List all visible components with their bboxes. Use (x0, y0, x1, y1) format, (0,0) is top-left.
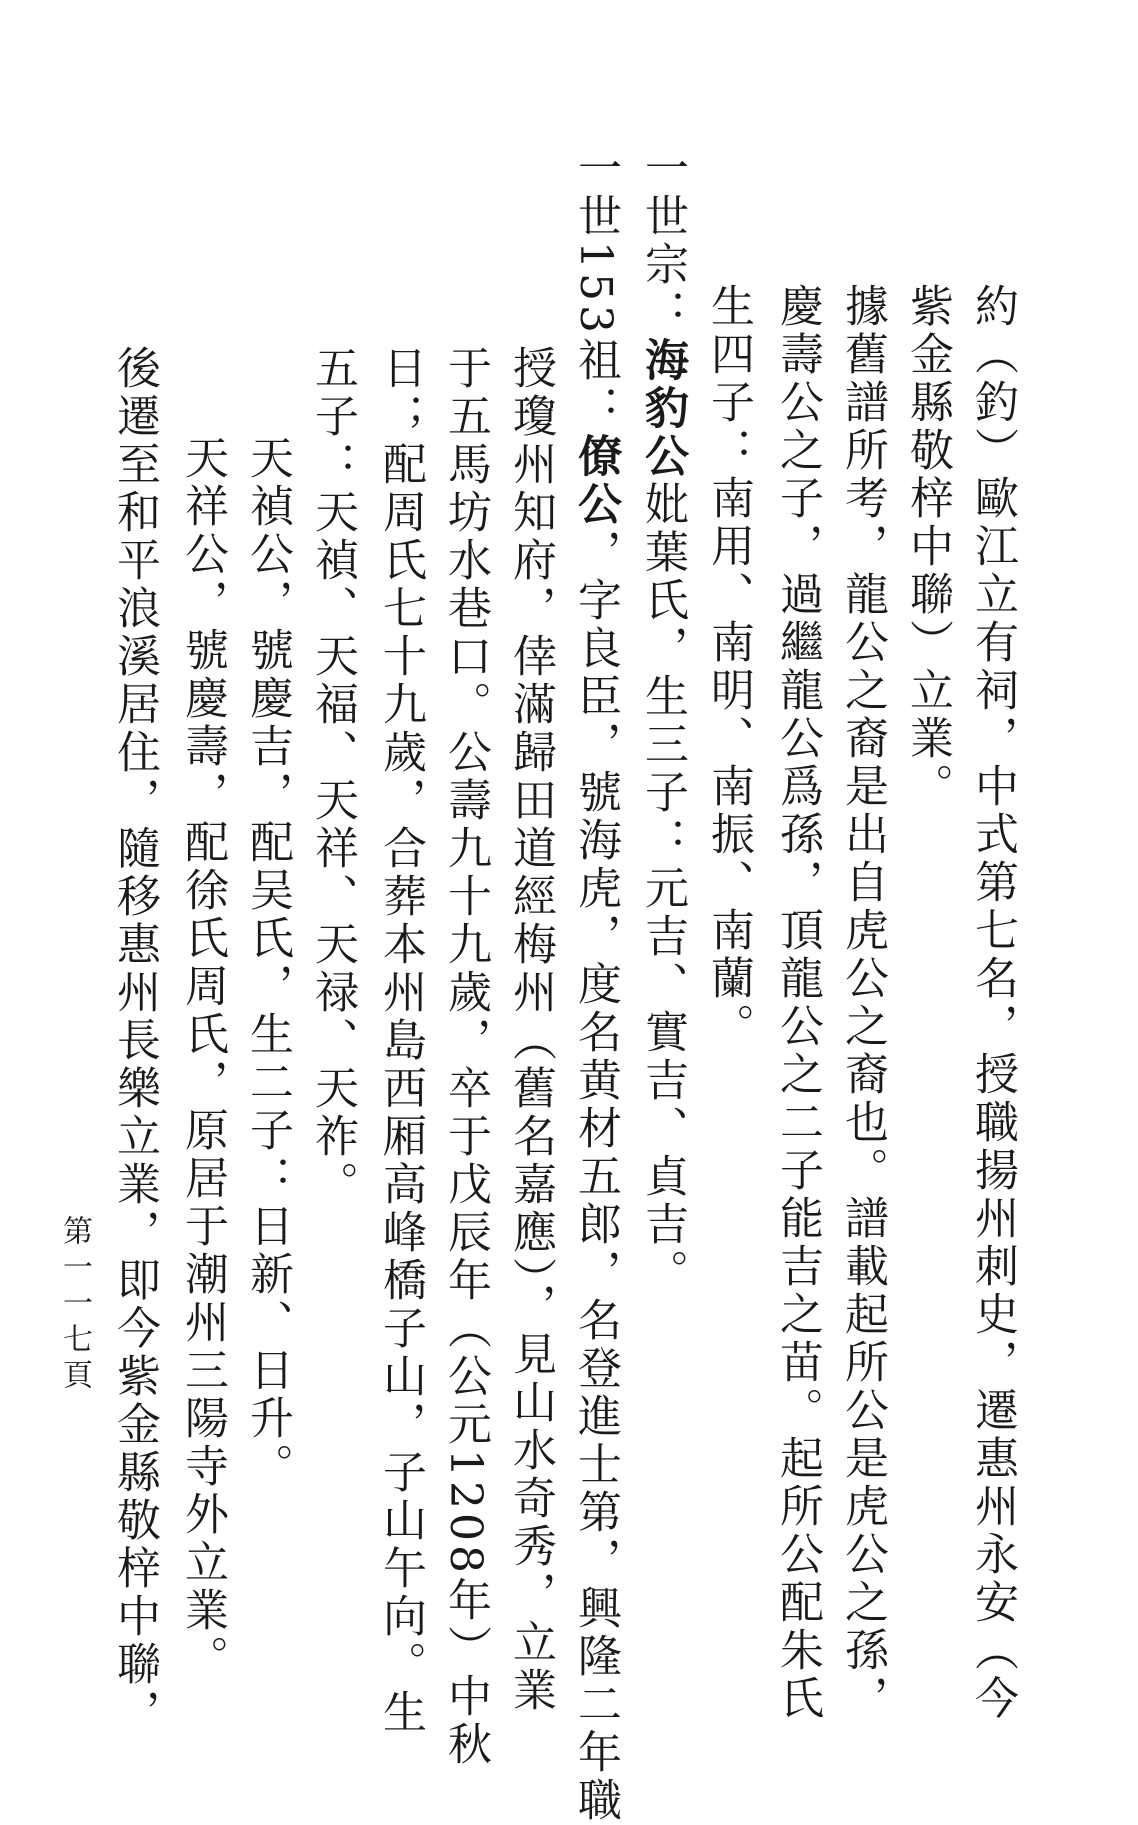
text-segment: 五子：天禎、天福、天祥、天禄、天祚。 (307, 345, 358, 1209)
text-segment: 于五馬坊水巷口。公壽九十九歲，卒于戊辰年（公元 (440, 345, 491, 1449)
text-segment: 紫金縣敬梓中聯）立業。 (902, 283, 953, 811)
text-segment: 據舊譜所考，龍公之裔是出自虎公之裔也。譜載起所公是虎公之孫， (837, 283, 888, 1723)
text-segment: 慶壽公之子，過繼龍公爲孫，頂龍公之二子能吉之苗。起所公配朱氏 (772, 283, 823, 1723)
text-segment: 祖： (570, 336, 621, 433)
text-segment: 一世宗： (637, 145, 688, 337)
text-segment: 生四子：南用、南明、南振、南蘭。 (703, 283, 754, 1051)
text-segment: 後遷至和平浪溪居住，隨移惠州長樂立業，即今紫金縣敬梓中聯， (109, 345, 160, 1737)
text-segment: 天祥公，號慶壽，配徐氏周氏，原居于潮州三陽寺外立業。 (177, 435, 228, 1683)
text-column-6 (637, 145, 688, 1297)
text-segment: 妣葉氏，生三子：元吉、實吉、貞吉。 (637, 481, 688, 1297)
name-emphasis: 僚公 (570, 432, 621, 529)
numeral-text: 153 (570, 241, 621, 337)
text-column-3 (837, 283, 888, 1723)
text-segment: 天禎公，號慶吉，配吴氏，生二子：日新、日升。 (242, 435, 293, 1491)
text-column-8 (505, 345, 556, 1715)
page-number: 第一一七頁 (57, 1215, 92, 1395)
text-segment: ，字良臣，號海虎，度名黄材五郎，名登進士第，興隆二年職 (570, 528, 621, 1825)
text-segment: 一世 (570, 145, 621, 241)
text-column-1 (967, 283, 1018, 1723)
text-segment: 授瓊州知府，倖滿歸田道經梅州（舊名嘉應），見山水奇秀，立業 (505, 345, 556, 1715)
text-column-14 (109, 345, 160, 1737)
text-column-11 (307, 345, 358, 1209)
name-emphasis: 海豹公 (637, 337, 688, 481)
text-column-4 (772, 283, 823, 1723)
numeral-text: 1208 (440, 1449, 491, 1577)
text-segment: 年）中秋 (440, 1576, 491, 1769)
text-column-5 (703, 283, 754, 1051)
text-segment: 日；配周氏七十九歲，合葬本州島西厢高峰橋子山，子山午向。生 (375, 345, 426, 1737)
text-column-13 (177, 435, 228, 1683)
text-column-2 (902, 283, 953, 811)
text-column-10 (375, 345, 426, 1737)
text-column-12 (242, 435, 293, 1491)
text-column-9 (440, 345, 491, 1769)
text-column-7 (570, 145, 621, 1825)
text-segment: 約（釣）歐江立有祠，中式第七名，授職揚州刺史，遷惠州永安（今 (967, 283, 1018, 1723)
